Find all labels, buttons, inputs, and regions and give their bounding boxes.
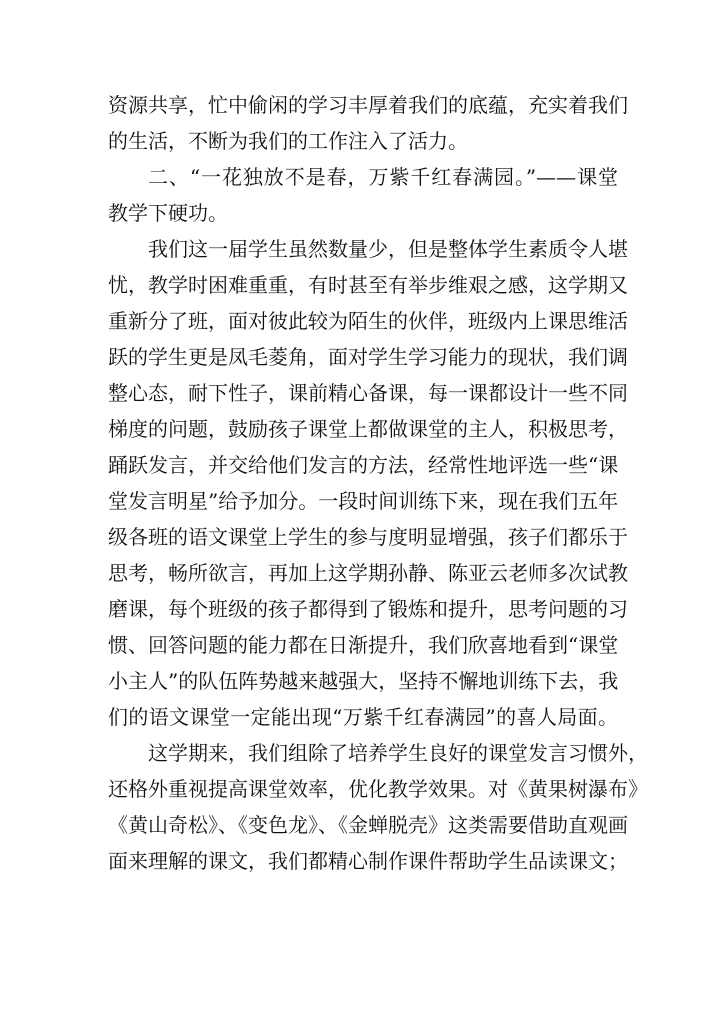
document-body (108, 87, 648, 879)
text-line: 磨课，每个班级的孩子都得到了锻炼和提升，思考问题的习 (108, 597, 628, 621)
section-heading-line: 教学下硬功。 (108, 201, 228, 225)
text-line: 整心态，耐下性子，课前精心备课，每一课都设计一些不同 (108, 381, 628, 405)
text-line: 忧，教学时困难重重，有时甚至有举步维艰之感，这学期又 (108, 273, 628, 297)
section-heading-line: 二、“一花独放不是春，万紫千红春满园。”——课堂 (148, 165, 618, 189)
text-line: 梯度的问题，鼓励孩子课堂上都做课堂的主人，积极思考， (108, 417, 628, 441)
text-line: 们的语文课堂一定能出现“万紫千红春满园”的喜人局面。 (108, 705, 618, 729)
text-line: 《黄山奇松》、《变色龙》、《金蝉脱壳》这类需要借助直观画 (108, 813, 628, 837)
text-line: 惯、回答问题的能力都在日渐提升，我们欣喜地看到“课堂 (108, 633, 619, 657)
text-line: 面来理解的课文，我们都精心制作课件帮助学生品读课文； (108, 849, 628, 873)
text-line: 我们这一届学生虽然数量少，但是整体学生素质令人堪 (148, 237, 628, 261)
text-line: 踊跃发言，并交给他们发言的方法，经常性地评选一些“课 (108, 453, 619, 477)
text-line: 级各班的语文课堂上学生的参与度明显增强，孩子们都乐于 (108, 525, 628, 549)
text-line: 思考，畅所欲言，再加上这学期孙静、陈亚云老师多次试教 (108, 561, 628, 585)
text-line: 堂发言明星”给予加分。一段时间训练下来，现在我们五年 (108, 489, 619, 513)
text-line: 这学期来，我们组除了培养学生良好的课堂发言习惯外， (148, 741, 648, 765)
text-line: 的生活，不断为我们的工作注入了活力。 (108, 129, 468, 153)
text-line: 跃的学生更是凤毛菱角，面对学生学习能力的现状，我们调 (108, 345, 628, 369)
text-line: 重新分了班，面对彼此较为陌生的伙伴，班级内上课思维活 (108, 309, 628, 333)
text-line: 还格外重视提高课堂效率，优化教学效果。对《黄果树瀑布》 (108, 777, 648, 801)
text-line: 资源共享，忙中偷闲的学习丰厚着我们的底蕴，充实着我们 (108, 93, 628, 117)
text-line: 小主人”的队伍阵势越来越强大，坚持不懈地训练下去，我 (108, 669, 619, 693)
